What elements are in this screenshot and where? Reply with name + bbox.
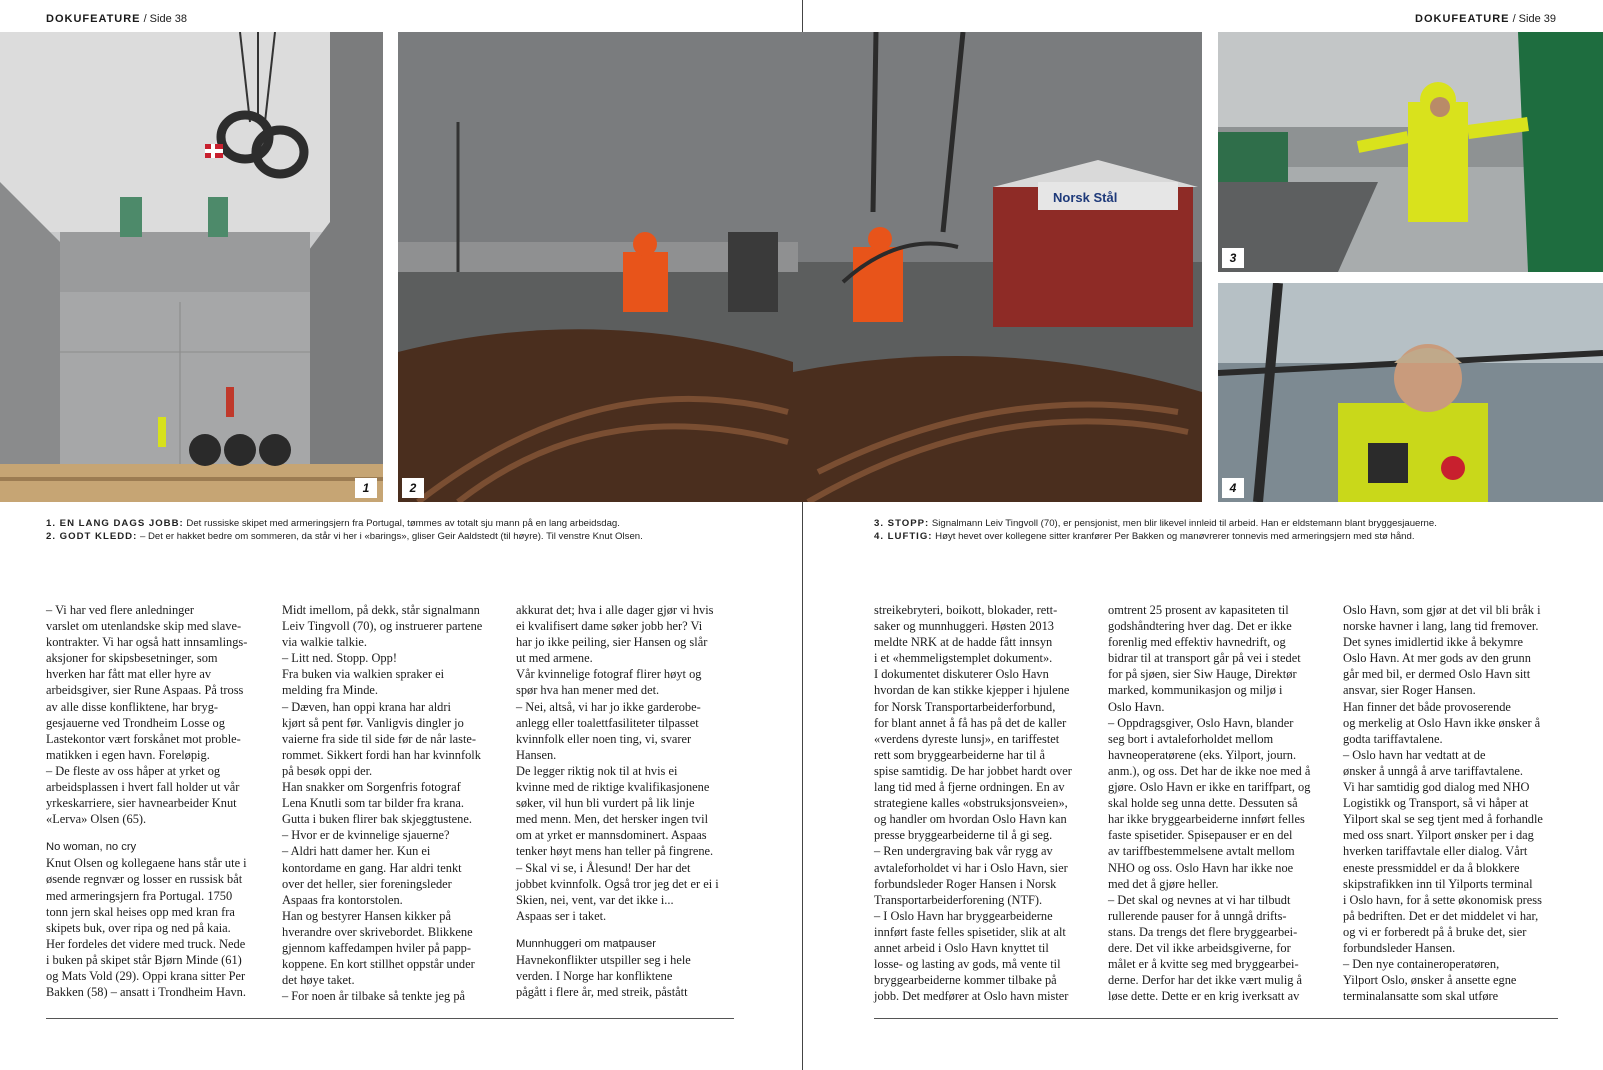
article-column-4	[874, 602, 1092, 1004]
article-paragraph: Knut Olsen og kollegaene hans står ute i øsende regnvær og losser en russisk båt med armeringsjern fra Portugal. 1750 tonn jern skal heises opp med kran fra skipets buk, over ripa og ned på kaia. Her fordeles det videre med truck. Nede i buken på skipet står Bjørn Minde (61) og Mats Vold (29). Oppi krana sitter Per Bakken (58) – ansatt i Trondheim Havn.	[46, 856, 247, 1000]
photo-number: 3	[1222, 248, 1244, 268]
caption-label: 2. GODT KLEDD:	[46, 531, 138, 542]
section-label: DOKUFEATURE	[1415, 13, 1510, 25]
photo-coils-spread	[398, 32, 1202, 502]
article-column-5	[1108, 602, 1326, 1004]
caption-text: – Det er hakket bedre om sommeren, da står vi her i «barings», gliser Geir Aaldstedt (til høyre). Til venstre Knut Olsen.	[137, 531, 643, 542]
caption-block-right	[874, 517, 1574, 543]
article-column-1	[46, 602, 264, 1000]
subheading: Munnhuggeri om matpauser	[516, 937, 656, 950]
article-column-3	[516, 602, 734, 1000]
section-label: DOKUFEATURE	[46, 13, 141, 25]
bottom-rule-left	[46, 1018, 734, 1019]
caption-block-left	[46, 517, 786, 543]
subheading: No woman, no cry	[46, 841, 137, 854]
photo-crane-operator	[1218, 283, 1603, 502]
page-number: / Side 38	[140, 13, 187, 25]
caption-1	[46, 517, 786, 530]
article-paragraph: omtrent 25 prosent av kapasiteten til godshåndtering hver dag. Det er ikke forenlig med effektiv havnedrift, og bidrar til at transport går på vei i stedet for på sjøen, sier Siw Hauge, Direktør marked, kommunikasjon og miljø i Oslo Havn. – Oppdragsgiver, Oslo Havn, blander seg bort i avtaleforholdet mellom havneoperatørene (eks. Yilport, journ. anm.), og oss. Det har de ikke noe med å gjøre. Oslo Havn er ikke en tariffpart, og skal holde seg unna dette. Dessuten så har ikke bryggearbeiderne innført felles faste spisetider. Spisepauser er en del av tariffbestemmelsene avtalt mellom NHO og oss. Oslo Havn har ikke noe med det å gjøre heller. – Det skal og nevnes at vi har tilbudt rullerende pauser for å unngå drifts- stans. Da trengs det flere bryggearbei- dere. Det vil ikke arbeidsgiverne, for målet er å kvitte seg med bryggearbei- derne. Derfor har det ikke vært mulig å løse dette. Dette er en krig iverksatt av	[1108, 603, 1311, 1004]
page-header-right	[1415, 13, 1556, 25]
caption-text: Det russiske skipet med armeringsjern fra Portugal, tømmes av totalt sju mann på en lang arbeidsdag.	[183, 518, 620, 529]
caption-label: 1. EN LANG DAGS JOBB:	[46, 518, 184, 529]
page-number: / Side 39	[1509, 13, 1556, 25]
article-paragraph: Midt imellom, på dekk, står signalmann Leiv Tingvoll (70), og instruerer partene via walkie talkie. – Litt ned. Stopp. Opp! Fra buken via walkien spraker ei melding fra Minde. – Dæven, han oppi krana har aldri kjørt så pent før. Vanligvis dingler jo vaierne fra side til side før de når laste- rommet. Sikkert fordi han har kvinnfolk på besøk oppi der. Han snakker om Sorgenfris fotograf Lena Knutli som tar bilder fra krana. Gutta i buken flirer bak skjeggtustene. – Hvor er de kvinnelige sjauerne? – Aldri hatt damer her. Kun ei kontordame en gang. Har aldri tenkt over det heller, sier foreningsleder Aspaas fra kontorstolen. Han og bestyrer Hansen kikker på hverandre over skrivebordet. Blikkene gjennom kaffedampen hviler på papp- koppene. En kort stillhet oppstår under det høye taket. – For noen år tilbake så tenkte jeg på	[282, 603, 483, 1004]
article-paragraph: Havnekonflikter utspiller seg i hele verden. I Norge har konfliktene pågått i flere år, med streik, påstått	[516, 952, 691, 1000]
building-sign: Norsk Stål	[1053, 190, 1118, 205]
article-paragraph: – Vi har ved flere anledninger varslet om utenlandske skip med slave- kontrakter. Vi har også hatt innsamlings- aksjoner for skipsbesetninger, som hverken har fått mat eller hyre av arbeidsgiver, sier Rune Aspaas. På tross av alle disse konfliktene, har bryg- gesjauerne ved Trondheim Losse og Lastekontor vært forskånet mot proble- matikken i egen havn. Foreløpig. – De fleste av oss håper at yrket og arbeidsplassen i hvert fall holder ut vår yrkeskarriere, sier havnearbeider Knut «Lerva» Olsen (65).	[46, 603, 248, 827]
caption-4	[874, 530, 1574, 543]
caption-text: Høyt hevet over kollegene sitter kranfører Per Bakken og manøvrerer tonnevis med armeringsjern med stø hånd.	[932, 531, 1415, 542]
caption-label: 3. STOPP:	[874, 518, 930, 529]
photo-number: 4	[1222, 478, 1244, 498]
article-paragraph: Oslo Havn, som gjør at det vil bli bråk i norske havner i lang, lang tid fremover. Det synes imidlertid ikke å bekymre Oslo Havn. At mer gods av den grunn går med bil, er dermed Oslo Havn sitt ansvar, sier Roger Hansen. Han finner det både provoserende og merkelig at Oslo Havn ikke ønsker å godta tariffavtalene. – Oslo havn har vedtatt at de ønsker å unngå å arve tariffavtalene. Vi har samtidig god dialog med NHO Logistikk og Transport, så vi håper at Yilport skal se seg tjent med å forhandle med oss snart. Yilport ønsker per i dag hverken tariffavtale eller dialog. Vårt eneste pressmiddel er da å blokkere skipstrafikken inn til Yilports terminal i Oslo havn, for å sette økonomisk press på bedriften. Det er det middelet vi har, og vi er forberedt på å bruke det, sier forbundsleder Hansen. – Den nye containeroperatøren, Yilport Oslo, ønsker å ansette egne terminalansatte som skal utføre	[1343, 603, 1543, 1004]
photo-number: 2	[402, 478, 424, 498]
bottom-rule-right	[874, 1018, 1558, 1019]
article-paragraph: akkurat det; hva i alle dager gjør vi hvis ei kvalifisert dame søker jobb her? Vi har jo ikke peiling, sier Hansen og slår ut med armene. Vår kvinnelige fotograf flirer høyt og spør hva han mener med det. – Nei, altså, vi har jo ikke garderobe- anlegg eller toalettfasiliteter tilpasset kvinnfolk eller noen ting, vi, svarer Hansen. De legger riktig nok til at hvis ei kvinne med de riktige kvalifikasjonene søker, vil hun bli vurdert på lik linje med menn. Men, det hersker ingen tvil om at yrket er mannsdominert. Aspaas tenker høyt mens han teller på fingrene. – Skal vi se, i Ålesund! Der har det jobbet kvinnfolk. Også tror jeg det er ei i Skien, nei, vent, var det ikke i... Aspaas ser i taket.	[516, 603, 719, 923]
photo-ship-hold	[0, 32, 383, 502]
caption-text: Signalmann Leiv Tingvoll (70), er pensjonist, men blir likevel innleid til arbeid. Han er eldstemann blant bryggesjauerne.	[929, 518, 1437, 529]
article-column-2	[282, 602, 500, 1004]
photo-signalman	[1218, 32, 1603, 272]
page-header-left	[46, 13, 187, 25]
article-paragraph: streikebryteri, boikott, blokader, rett- saker og munnhuggeri. Høsten 2013 meldte NRK at de hadde fått innsyn i et «hemmeligstemplet dokument». I dokumentet diskuterer Oslo Havn hvordan de kan stikke kjepper i hjulene for Norsk Transportarbeiderforbund, for blant annet å få has på det de kaller «verdens dyreste lunsj», en tariffestet rett som bryggearbeiderne har til å spise samtidig. De har jobbet hardt over lang tid med å fjerne ordningen. En av strategiene kalles «obstruksjonsveien», og handler om hvordan Oslo Havn kan presse bryggearbeiderne til å gi seg. – Ren undergraving bak vår rygg av avtaleforholdet vi har i Oslo Havn, sier forbundsleder Roger Hansen i Norsk Transportarbeiderforening (NTF). – I Oslo Havn har bryggearbeiderne innført faste felles spisetider, slik at alt annet arbeid i Oslo Havn knyttet til losse- og lasting av gods, må vente til bryggearbeiderne kommer tilbake på jobb. Det medfører at Oslo havn mister	[874, 603, 1072, 1004]
caption-3	[874, 517, 1574, 530]
article-column-6	[1343, 602, 1561, 1004]
caption-label: 4. LUFTIG:	[874, 531, 933, 542]
caption-2	[46, 530, 786, 543]
photo-number: 1	[355, 478, 377, 498]
